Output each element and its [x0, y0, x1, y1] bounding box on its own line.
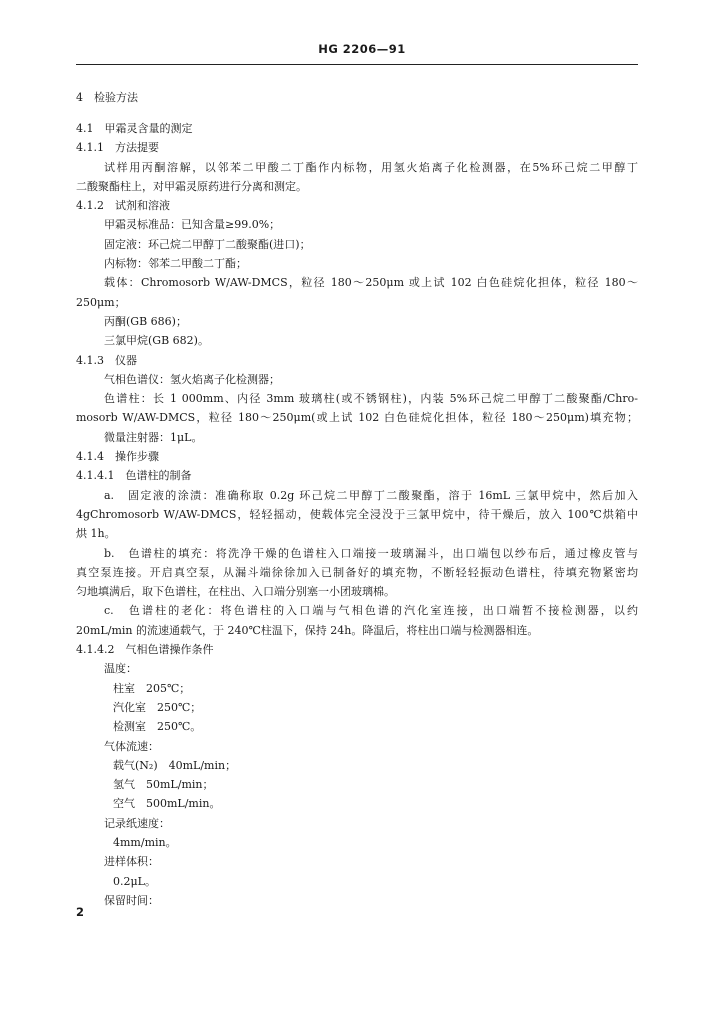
- condition-label: 记录纸速度：: [104, 816, 170, 830]
- procedure-step-a-continued: 烘 1h。: [76, 527, 116, 541]
- condition-value: 4mm/min。: [113, 835, 177, 849]
- condition-value: 载气(N₂) 40mL/min；: [113, 758, 237, 772]
- procedure-step-b-continued: 匀地填满后，取下色谱柱，在柱出、入口端分别塞一小团玻璃棉。: [76, 585, 395, 599]
- reagent-item-continued: 250μm；: [76, 295, 126, 309]
- reagent-item: 载体：Chromosorb W/AW-DMCS，粒径 180～250μm 或上试 102 白色硅烷化担体，粒径 180～: [104, 276, 638, 290]
- condition-value: 0.2μL。: [113, 874, 156, 888]
- document-body: [76, 86, 638, 910]
- procedure-step-c: c. 色谱柱的老化：将色谱柱的入口端与气相色谱的汽化室连接，出口端暂不接检测器，以约: [104, 604, 638, 618]
- procedure-step-a: a. 固定液的涂渍：准确称取 0.2g 环己烷二甲醇丁二酸聚酯，溶于 16mL 三氯甲烷中，然后加入: [104, 488, 638, 502]
- standard-number-header: HG 2206—91: [318, 42, 406, 56]
- condition-value: 氢气 50mL/min；: [113, 778, 214, 792]
- condition-value: 汽化室 250℃；: [113, 700, 202, 714]
- header-rule: [76, 64, 638, 65]
- reagent-item: 内标物：邻苯二甲酸二丁酯；: [104, 257, 247, 271]
- subsection-heading: 4.1.4.1 色谱柱的制备: [76, 469, 192, 483]
- subsection-heading: 4.1.2 试剂和溶液: [76, 199, 170, 213]
- condition-label: 温度：: [104, 662, 137, 676]
- instrument-item: 色谱柱：长 1 000mm、内径 3mm 玻璃柱(或不锈钢柱)，内装 5%环己烷二甲醇丁二酸聚酯/Chro-: [104, 392, 638, 406]
- condition-label: 保留时间：: [104, 893, 159, 907]
- condition-label: 气体流速：: [104, 739, 159, 753]
- section-heading: 4 检验方法: [76, 91, 138, 104]
- reagent-item: 甲霜灵标准品：已知含量≥99.0%；: [104, 218, 281, 232]
- paragraph-line: 二酸聚酯柱上，对甲霜灵原药进行分离和测定。: [76, 179, 307, 193]
- subsection-heading: 4.1 甲霜灵含量的测定: [76, 122, 193, 135]
- condition-label: 进样体积：: [104, 855, 159, 869]
- subsection-heading: 4.1.4 操作步骤: [76, 450, 159, 464]
- subsection-heading: 4.1.1 方法提要: [76, 141, 159, 155]
- page-number: 2: [76, 905, 85, 919]
- condition-value: 空气 500mL/min。: [113, 797, 221, 811]
- procedure-step-a-continued: 4gChromosorb W/AW-DMCS，轻轻摇动，使载体完全浸没于三氯甲烷中，待干燥后，放入 100℃烘箱中: [76, 507, 638, 521]
- instrument-item: 微量注射器：1μL。: [104, 430, 203, 444]
- subsection-heading: 4.1.4.2 气相色谱操作条件: [76, 643, 214, 657]
- reagent-item: 固定液：环己烷二甲醇丁二酸聚酯(进口)；: [104, 237, 311, 251]
- procedure-step-b: b. 色谱柱的填充：将洗净干燥的色谱柱入口端接一玻璃漏斗，出口端包以纱布后，通过橡皮管与: [104, 546, 638, 560]
- condition-value: 检测室 250℃。: [113, 720, 202, 734]
- procedure-step-b-continued: 真空泵连接。开启真空泵，从漏斗端徐徐加入已制备好的填充物，不断轻轻振动色谱柱，待填充物紧密均: [76, 565, 638, 579]
- instrument-item-continued: mosorb W/AW-DMCS，粒径 180～250μm(或上试 102 白色硅烷化担体，粒径 180～250μm)填充物；: [76, 411, 638, 425]
- reagent-item: 丙酮(GB 686)；: [104, 314, 187, 328]
- paragraph-line: 试样用丙酮溶解，以邻苯二甲酸二丁酯作内标物，用氢火焰离子化检测器，在5%环己烷二甲醇丁: [104, 160, 638, 174]
- reagent-item: 三氯甲烷(GB 682)。: [104, 334, 209, 348]
- condition-value: 柱室 205℃；: [113, 681, 191, 695]
- instrument-item: 气相色谱仪：氢火焰离子化检测器；: [104, 372, 280, 386]
- subsection-heading: 4.1.3 仪器: [76, 353, 137, 367]
- procedure-step-c-continued: 20mL/min 的流速通载气，于 240℃柱温下，保持 24h。降温后，将柱出口端与检测器相连。: [76, 623, 539, 637]
